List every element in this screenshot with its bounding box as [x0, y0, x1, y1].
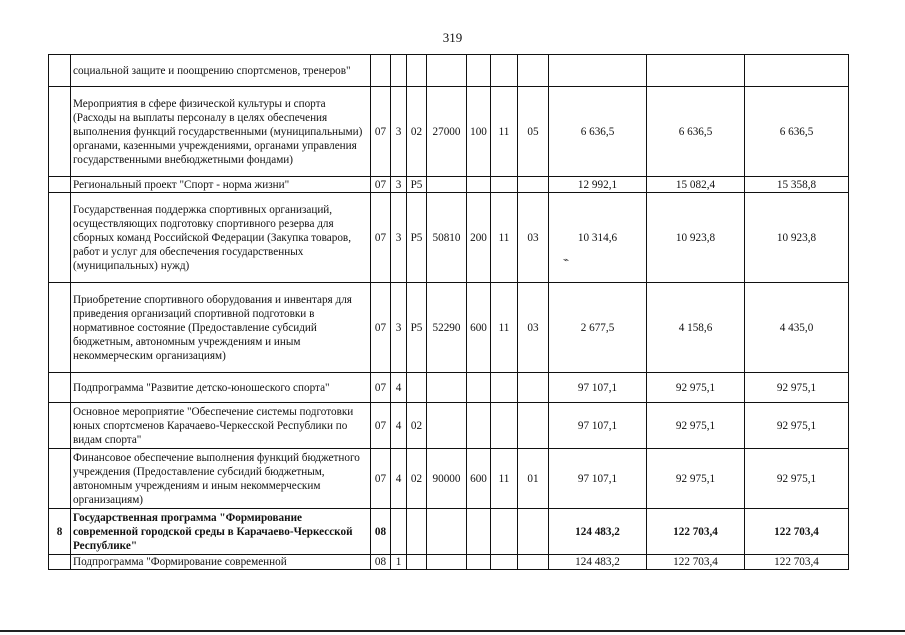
code-direction: 50810	[427, 193, 467, 283]
amount-year-2	[647, 55, 745, 87]
table-row	[49, 509, 849, 555]
code-section: 11	[491, 87, 518, 177]
row-description: Приобретение спортивного оборудования и инвентаря для приведения организаций спортивной подготовки в нормативное состояние (Предоставление субсидий бюджетным, автономным учреждениям и иным некоммерческим организациям)	[71, 283, 371, 373]
code-event: 02	[407, 403, 427, 449]
code-subsection: 03	[518, 283, 549, 373]
code-event: 02	[407, 87, 427, 177]
row-index	[49, 283, 71, 373]
code-program: 07	[371, 449, 391, 509]
amount-year-2: 15 082,4	[647, 177, 745, 193]
amount-year-3: 10 923,8	[745, 193, 849, 283]
amount-year-2: 92 975,1	[647, 403, 745, 449]
code-direction: 27000	[427, 87, 467, 177]
code-direction	[427, 177, 467, 193]
code-program: 07	[371, 177, 391, 193]
code-subprogram: 3	[391, 87, 407, 177]
code-direction: 52290	[427, 283, 467, 373]
code-event	[407, 373, 427, 403]
code-subsection: 03	[518, 193, 549, 283]
code-subsection	[518, 403, 549, 449]
code-program: 07	[371, 283, 391, 373]
amount-year-1: 97 107,1	[549, 449, 647, 509]
amount-year-3: 4 435,0	[745, 283, 849, 373]
code-expense-type: 600	[467, 283, 491, 373]
table-row	[49, 55, 849, 87]
code-subsection: 05	[518, 87, 549, 177]
amount-year-2: 92 975,1	[647, 373, 745, 403]
table-row	[49, 555, 849, 570]
row-description: Основное мероприятие "Обеспечение системы подготовки юных спортсменов Карачаево-Черкесской Республики по видам спорта"	[71, 403, 371, 449]
code-direction	[427, 55, 467, 87]
code-subprogram: 3	[391, 193, 407, 283]
code-program: 08	[371, 509, 391, 555]
pen-mark: ⌁	[563, 255, 570, 266]
table-row	[49, 177, 849, 193]
amount-year-2: 122 703,4	[647, 555, 745, 570]
code-program: 07	[371, 87, 391, 177]
row-index	[49, 555, 71, 570]
code-subsection	[518, 509, 549, 555]
amount-year-2: 10 923,8	[647, 193, 745, 283]
amount-year-3: 92 975,1	[745, 373, 849, 403]
amount-year-3: 6 636,5	[745, 87, 849, 177]
amount-year-1: 124 483,2	[549, 509, 647, 555]
amount-year-1: 97 107,1	[549, 373, 647, 403]
row-index	[49, 449, 71, 509]
amount-year-3: 92 975,1	[745, 403, 849, 449]
code-event: P5	[407, 177, 427, 193]
code-event	[407, 509, 427, 555]
row-index: 8	[49, 509, 71, 555]
code-event	[407, 55, 427, 87]
amount-year-3: 15 358,8	[745, 177, 849, 193]
budget-table	[48, 54, 849, 570]
code-subprogram: 3	[391, 177, 407, 193]
code-event: 02	[407, 449, 427, 509]
row-description: социальной защите и поощрению спортсменов, тренеров"	[71, 55, 371, 87]
code-direction: 90000	[427, 449, 467, 509]
code-subprogram: 1	[391, 555, 407, 570]
code-program: 07	[371, 403, 391, 449]
code-section	[491, 509, 518, 555]
amount-year-1: 2 677,5	[549, 283, 647, 373]
amount-year-1: 12 992,1	[549, 177, 647, 193]
amount-year-1	[549, 55, 647, 87]
code-subsection: 01	[518, 449, 549, 509]
code-subsection	[518, 177, 549, 193]
amount-year-3: 122 703,4	[745, 555, 849, 570]
code-subsection	[518, 555, 549, 570]
code-program: 07	[371, 373, 391, 403]
code-section	[491, 55, 518, 87]
row-description: Мероприятия в сфере физической культуры и спорта (Расходы на выплаты персоналу в целях обеспечения выполнения функций государственными (муниципальными) органами, казенными учреждениями, органами управления государственными внебюджетными фондами)	[71, 87, 371, 177]
code-subprogram: 4	[391, 403, 407, 449]
code-subprogram: 3	[391, 283, 407, 373]
row-index	[49, 403, 71, 449]
code-direction	[427, 509, 467, 555]
row-index	[49, 55, 71, 87]
code-section: 11	[491, 193, 518, 283]
scan-edge-rule	[0, 630, 905, 632]
amount-year-2: 4 158,6	[647, 283, 745, 373]
row-description: Государственная программа "Формирование современной городской среды в Карачаево-Черкесской Республике"	[71, 509, 371, 555]
code-subsection	[518, 373, 549, 403]
code-section	[491, 403, 518, 449]
amount-year-3	[745, 55, 849, 87]
amount-year-1: 124 483,2	[549, 555, 647, 570]
amount-year-2: 6 636,5	[647, 87, 745, 177]
table-row	[49, 283, 849, 373]
code-expense-type: 600	[467, 449, 491, 509]
amount-year-1: 97 107,1	[549, 403, 647, 449]
code-expense-type	[467, 373, 491, 403]
code-section: 11	[491, 283, 518, 373]
code-expense-type	[467, 403, 491, 449]
code-expense-type	[467, 509, 491, 555]
code-subprogram: 4	[391, 373, 407, 403]
row-description: Подпрограмма "Развитие детско-юношеского спорта"	[71, 373, 371, 403]
amount-year-1: 6 636,5	[549, 87, 647, 177]
row-description: Региональный проект "Спорт - норма жизни"	[71, 177, 371, 193]
code-program: 08	[371, 555, 391, 570]
amount-year-2: 92 975,1	[647, 449, 745, 509]
code-section: 11	[491, 449, 518, 509]
row-description: Государственная поддержка спортивных организаций, осуществляющих подготовку спортивного резерва для сборных команд Российской Федерации (Закупка товаров, работ и услуг для обеспечения государственных (муниципальных) нужд)	[71, 193, 371, 283]
amount-year-3: 92 975,1	[745, 449, 849, 509]
code-direction	[427, 373, 467, 403]
table-row	[49, 373, 849, 403]
amount-year-1: 10 314,6	[549, 193, 647, 283]
code-subprogram	[391, 55, 407, 87]
code-event	[407, 555, 427, 570]
code-section	[491, 373, 518, 403]
row-index	[49, 193, 71, 283]
code-direction	[427, 403, 467, 449]
code-subprogram: 4	[391, 449, 407, 509]
code-event: P5	[407, 283, 427, 373]
code-subsection	[518, 55, 549, 87]
row-index	[49, 177, 71, 193]
code-section	[491, 177, 518, 193]
code-expense-type: 200	[467, 193, 491, 283]
table-row	[49, 403, 849, 449]
row-index	[49, 87, 71, 177]
table-row	[49, 193, 849, 283]
page-number: 319	[442, 30, 463, 45]
code-subprogram	[391, 509, 407, 555]
amount-year-3: 122 703,4	[745, 509, 849, 555]
code-expense-type	[467, 177, 491, 193]
row-description: Финансовое обеспечение выполнения функций бюджетного учреждения (Предоставление субсидий бюджетным, автономным учреждениям и иным некоммерческим организациям)	[71, 449, 371, 509]
row-description: Подпрограмма "Формирование современной	[71, 555, 371, 570]
code-program: 07	[371, 193, 391, 283]
code-expense-type	[467, 555, 491, 570]
code-expense-type	[467, 55, 491, 87]
code-expense-type: 100	[467, 87, 491, 177]
code-program	[371, 55, 391, 87]
row-index	[49, 373, 71, 403]
table-row	[49, 87, 849, 177]
amount-year-2: 122 703,4	[647, 509, 745, 555]
table-row	[49, 449, 849, 509]
code-section	[491, 555, 518, 570]
code-direction	[427, 555, 467, 570]
code-event: P5	[407, 193, 427, 283]
